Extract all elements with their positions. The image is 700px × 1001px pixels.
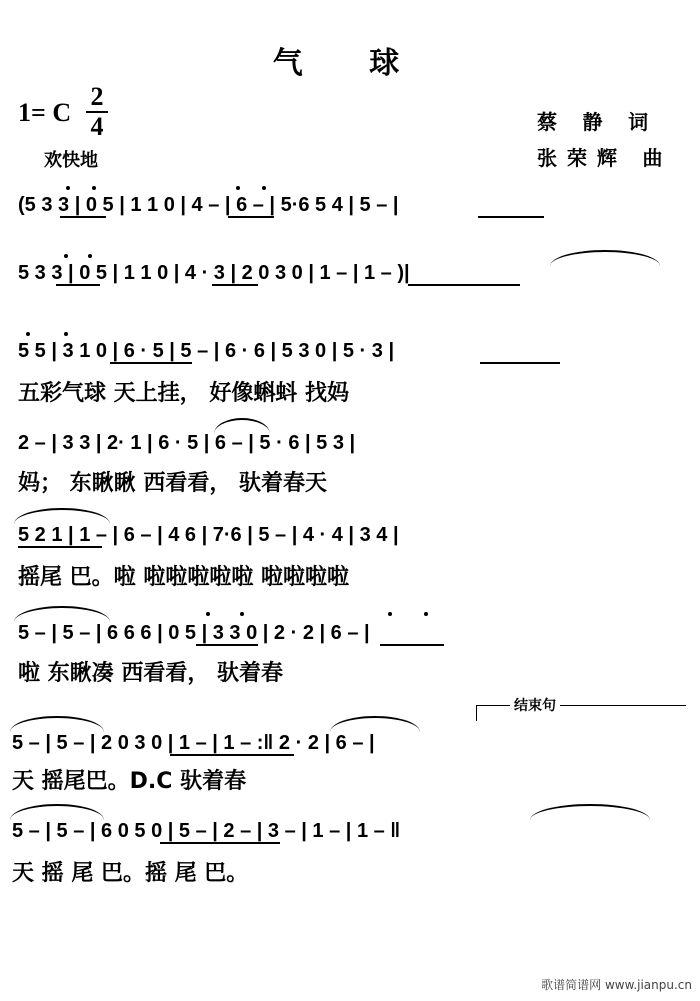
beam-line <box>60 216 106 218</box>
notation-row-7: 5 – | 5 – | 2 0 3 0 | 1 – | 1 – :‖ 2 · 2 | 6 – | <box>12 732 375 754</box>
page-title: 气 球 <box>272 46 428 81</box>
slur <box>530 804 650 820</box>
slur <box>550 250 660 266</box>
slur <box>330 716 420 732</box>
notation-row-6: 5 – | 5 – | 6 6 6 | 0 5 | 3 3 0 | 2 · 2 | 6 – | <box>18 622 370 644</box>
high-dot <box>388 612 392 616</box>
slur <box>214 418 270 434</box>
composer-credit: 张荣辉 曲 <box>537 148 673 170</box>
lyricist-credit: 蔡 静 词 <box>537 112 659 134</box>
high-dot <box>88 254 92 258</box>
high-dot <box>64 332 68 336</box>
lyric-row-7: 天 摇尾巴。D.C 驮着春 <box>12 769 247 794</box>
beam-line <box>212 284 258 286</box>
ending-bracket <box>476 697 686 721</box>
slur <box>10 716 104 732</box>
tempo-marking: 欢快地 <box>44 150 98 170</box>
high-dot <box>26 332 30 336</box>
beam-line <box>160 842 280 844</box>
beam-line <box>110 362 192 364</box>
high-dot <box>64 254 68 258</box>
time-signature-bottom: 4 <box>90 112 104 141</box>
beam-line <box>408 284 520 286</box>
high-dot <box>66 186 70 190</box>
watermark: 歌谱简谱网 www.jianpu.cn <box>541 978 692 992</box>
lyric-row-6: 啦 东瞅凑 西看看， 驮着春 <box>18 661 283 686</box>
notation-row-3: 5 5 | 3 1 0 | 6 · 5 | 5 – | 6 · 6 | 5 3 0 | 5 · 3 | <box>18 340 395 362</box>
high-dot <box>236 186 240 190</box>
beam-line <box>18 546 102 548</box>
high-dot <box>206 612 210 616</box>
time-signature-top: 2 <box>90 82 104 111</box>
lyric-row-3: 五彩气球 天上挂， 好像蝌蚪 找妈 <box>18 381 349 406</box>
high-dot <box>240 612 244 616</box>
high-dot <box>92 186 96 190</box>
notation-row-2: 5 3 3 | 0 5 | 1 1 0 | 4 · 3 | 2 0 3 0 | 1 – | 1 – )| <box>18 262 410 284</box>
lyric-row-4: 妈； 东瞅瞅 西看看， 驮着春天 <box>18 471 327 496</box>
beam-line <box>196 644 258 646</box>
notation-row-5: 5 2 1 | 1 – | 6 – | 4 6 | 7·6 | 5 – | 4 · 4 | 3 4 | <box>18 524 399 546</box>
key-signature: 1= C <box>18 98 72 127</box>
lyric-row-8: 天 摇 尾 巴。摇 尾 巴。 <box>12 861 249 886</box>
notation-row-1: (5 3 3 | 0 5 | 1 1 0 | 4 – | 6 – | 5·6 5 4 | 5 – | <box>18 194 399 216</box>
lyric-row-5: 摇尾 巴。啦 啦啦啦啦啦 啦啦啦啦 <box>18 565 349 590</box>
beam-line <box>480 362 560 364</box>
beam-line <box>170 754 294 756</box>
notation-row-8: 5 – | 5 – | 6 0 5 0 | 5 – | 2 – | 3 – | 1 – | 1 – ‖ <box>12 820 401 842</box>
beam-line <box>228 216 274 218</box>
beam-line <box>56 284 100 286</box>
slur <box>14 606 110 622</box>
slur <box>10 804 104 820</box>
ending-label: 结束句 <box>510 695 560 715</box>
ending-bracket-line <box>476 705 686 706</box>
high-dot <box>262 186 266 190</box>
high-dot <box>424 612 428 616</box>
beam-line <box>478 216 544 218</box>
beam-line <box>380 644 444 646</box>
slur <box>14 508 110 524</box>
ending-bracket-tick <box>476 705 477 721</box>
notation-row-4: 2 – | 3 3 | 2· 1 | 6 · 5 | 6 – | 5 · 6 | 5 3 | <box>18 432 356 454</box>
time-signature <box>86 84 108 140</box>
